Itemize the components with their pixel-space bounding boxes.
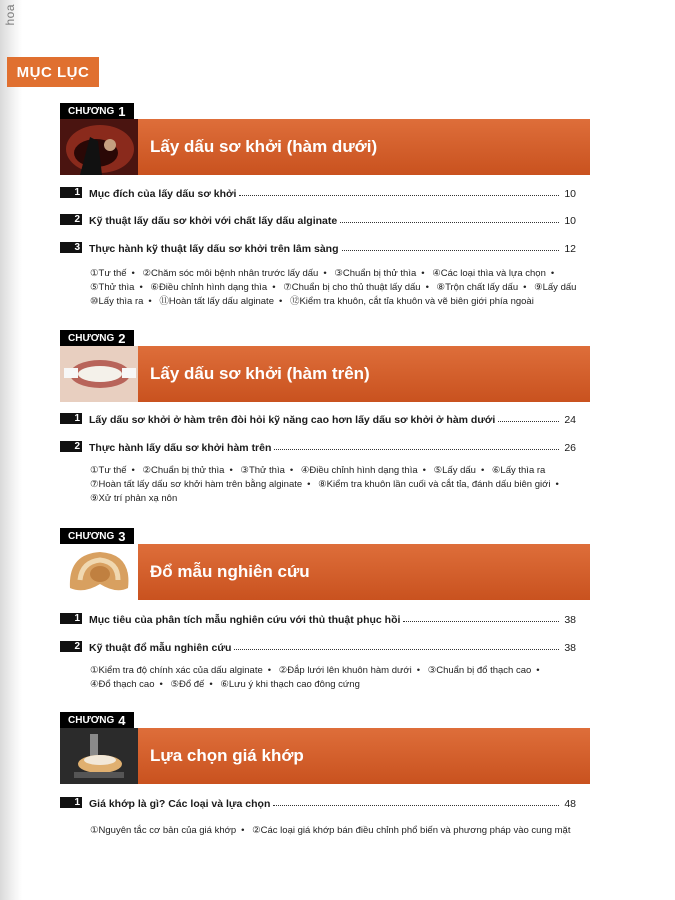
toc-entry[interactable] — [60, 610, 576, 626]
chapter-3-photo — [60, 544, 138, 600]
toc-header: MỤC LỤC — [7, 57, 99, 87]
page-number: 12 — [564, 243, 576, 255]
subsection-item: ③Thử thìa — [240, 465, 285, 476]
dot-leader — [239, 195, 559, 196]
page-number: 24 — [564, 414, 576, 426]
subsection-item: ①Nguyên tắc cơ bản của giá khớp — [90, 825, 237, 836]
subsection-line: ⑤Thử thìa • ⑥Điều chỉnh hình dạng thìa • ⑦Chuẩn bị cho thủ thuật lấy dấu • ⑧Trộn chất lấy dấu • ⑨Lấy dấu — [90, 282, 577, 293]
subsection-item: ⑪Hoàn tất lấy dấu alginate — [159, 296, 274, 307]
dot-leader — [403, 621, 559, 622]
subsection-item: ⑤Lấy dấu — [433, 465, 476, 476]
entry-title: Mục đích của lấy dấu sơ khởi — [89, 188, 237, 200]
toc-entry[interactable] — [60, 638, 576, 654]
chapter-label — [60, 528, 134, 544]
toc-entry[interactable] — [60, 184, 576, 200]
section-marker: 2 — [60, 441, 82, 452]
chapter-1-subsections — [90, 267, 600, 309]
section-marker: 3 — [60, 242, 82, 253]
section-marker: 2 — [60, 641, 82, 652]
subsection-item: ③Chuẩn bị đổ thạch cao — [427, 665, 532, 676]
edge-text: hoa — [3, 4, 17, 26]
entry-title: Kỹ thuật đổ mẫu nghiên cứu — [89, 642, 232, 654]
subsection-item: ④Các loại thìa và lựa chọn — [432, 268, 546, 279]
entry-title: Lấy dấu sơ khởi ở hàm trên đòi hỏi kỹ năng cao hơn lấy dấu sơ khởi ở hàm dưới — [89, 414, 496, 426]
chapter-title: Đổ mẫu nghiên cứu — [138, 544, 590, 600]
subsection-line: ①Tư thế • ②Chăm sóc môi bệnh nhân trước lấy dấu • ③Chuẩn bị thử thìa • ④Các loại thìa và lựa chọn • — [90, 268, 555, 279]
chapter-label — [60, 330, 134, 346]
subsection-line: ①Nguyên tắc cơ bản của giá khớp • ②Các loại giá khớp bán điều chỉnh phổ biến và phương pháp vào cung mặt — [90, 825, 571, 836]
toc-entry[interactable] — [60, 438, 576, 454]
chapter-4-photo — [60, 728, 138, 784]
subsection-item: ⑩Lấy thìa ra — [90, 296, 144, 307]
chapter-title: Lấy dấu sơ khởi (hàm dưới) — [138, 119, 590, 175]
subsection-item: ③Chuẩn bị thử thìa — [334, 268, 417, 279]
page-number: 38 — [564, 642, 576, 654]
section-marker: 1 — [60, 413, 82, 424]
subsection-item: ①Kiểm tra độ chính xác của dấu alginate — [90, 665, 263, 676]
subsection-line: ⑦Hoàn tất lấy dấu sơ khởi hàm trên bằng alginate • ⑧Kiểm tra khuôn lần cuối và cắt tỉa, đánh dấu biên giới • — [90, 479, 559, 490]
chapter-prefix: CHƯƠNG — [68, 530, 115, 542]
section-marker: 1 — [60, 613, 82, 624]
chapter-number: 3 — [118, 528, 126, 544]
entry-title: Kỹ thuật lấy dấu sơ khởi với chất lấy dấu alginate — [89, 215, 338, 227]
section-marker: 1 — [60, 187, 82, 198]
subsection-item: ⑨Lấy dấu — [534, 282, 577, 293]
chapter-2-subsections — [90, 464, 600, 506]
chapter-label — [60, 103, 134, 119]
subsection-item: ②Chăm sóc môi bệnh nhân trước lấy dấu — [142, 268, 319, 279]
page-number: 48 — [564, 798, 576, 810]
subsection-item: ⑧Trộn chất lấy dấu — [436, 282, 519, 293]
dot-leader — [498, 421, 559, 422]
subsection-item: ⑥Lưu ý khi thạch cao đông cứng — [220, 679, 360, 690]
chapter-4-banner — [60, 712, 590, 784]
page-number: 10 — [564, 188, 576, 200]
dot-leader — [274, 449, 559, 450]
dot-leader — [342, 250, 559, 251]
page-number: 10 — [564, 215, 576, 227]
subsection-item: ⑤Thử thìa — [90, 282, 135, 293]
chapter-number: 1 — [118, 103, 126, 119]
chapter-title: Lựa chọn giá khớp — [138, 728, 590, 784]
subsection-item: ⑫Kiểm tra khuôn, cắt tỉa khuôn và vẽ biên giới phía ngoài — [289, 296, 534, 307]
chapter-prefix: CHƯƠNG — [68, 714, 115, 726]
toc-entry[interactable] — [60, 239, 576, 255]
subsection-line: ⑩Lấy thìa ra • ⑪Hoàn tất lấy dấu alginate • ⑫Kiểm tra khuôn, cắt tỉa khuôn và vẽ biên giới phía ngoài — [90, 296, 534, 307]
chapter-1-photo — [60, 119, 138, 175]
section-marker: 2 — [60, 214, 82, 225]
toc-entry[interactable] — [60, 211, 576, 227]
subsection-item: ④Đổ thạch cao — [90, 679, 155, 690]
entry-title: Mục tiêu của phân tích mẫu nghiên cứu với thủ thuật phục hồi — [89, 614, 401, 626]
entry-title: Thực hành lấy dấu sơ khởi hàm trên — [89, 442, 272, 454]
subsection-line: ④Đổ thạch cao • ⑤Đổ đế • ⑥Lưu ý khi thạch cao đông cứng — [90, 679, 360, 690]
toc-entry[interactable] — [60, 410, 576, 426]
dot-leader — [340, 222, 559, 223]
subsection-item: ⑥Lấy thìa ra — [491, 465, 546, 476]
subsection-item: ⑧Kiểm tra khuôn lần cuối và cắt tỉa, đánh dấu biên giới — [318, 479, 551, 490]
subsection-item: ⑥Điều chỉnh hình dạng thìa — [150, 282, 268, 293]
subsection-item: ②Đắp lưới lên khuôn hàm dưới — [278, 665, 412, 676]
chapter-3-subsections — [90, 664, 600, 692]
subsection-item: ②Các loại giá khớp bán điều chỉnh phổ biến và phương pháp vào cung mặt — [252, 825, 571, 836]
subsection-item: ④Điều chỉnh hình dạng thìa — [300, 465, 418, 476]
subsection-line — [90, 492, 600, 506]
entry-title: Thực hành kỹ thuật lấy dấu sơ khởi trên lâm sàng — [89, 243, 339, 255]
entry-title: Giá khớp là gì? Các loại và lựa chọn — [89, 798, 271, 810]
chapter-2-banner — [60, 330, 590, 402]
chapter-title: Lấy dấu sơ khởi (hàm trên) — [138, 346, 590, 402]
subsection-item: ⑦Chuẩn bị cho thủ thuật lấy dấu — [283, 282, 421, 293]
chapter-prefix: CHƯƠNG — [68, 105, 115, 117]
subsection-item: ⑤Đổ đế — [170, 679, 205, 690]
chapter-label — [60, 712, 134, 728]
section-marker: 1 — [60, 797, 82, 808]
chapter-4-subsections — [90, 824, 600, 838]
chapter-prefix: CHƯƠNG — [68, 332, 115, 344]
chapter-number: 4 — [118, 712, 126, 728]
subsection-line: ①Tư thế • ②Chuẩn bị thử thìa • ③Thử thìa • ④Điều chỉnh hình dạng thìa • ⑤Lấy dấu • ⑥Lấy thìa ra — [90, 465, 546, 476]
subsection-item: ⑦Hoàn tất lấy dấu sơ khởi hàm trên bằng alginate — [90, 479, 303, 490]
chapter-3-banner — [60, 528, 590, 600]
page-number: 38 — [564, 614, 576, 626]
subsection-line: ①Kiểm tra độ chính xác của dấu alginate • ②Đắp lưới lên khuôn hàm dưới • ③Chuẩn bị đổ thạch cao • — [90, 665, 540, 676]
subsection-item: ①Tư thế — [90, 465, 127, 476]
scan-edge — [0, 0, 22, 900]
chapter-number: 2 — [118, 330, 126, 346]
page-number: 26 — [564, 442, 576, 454]
chapter-1-banner — [60, 103, 590, 175]
subsection-item: ②Chuẩn bị thử thìa — [142, 465, 225, 476]
chapter-2-photo — [60, 346, 138, 402]
dot-leader — [234, 649, 559, 650]
toc-entry[interactable] — [60, 794, 576, 810]
dot-leader — [273, 805, 559, 806]
subsection-item: ①Tư thế — [90, 268, 127, 279]
subsection-item: ⑨Xử trí phản xạ nôn — [90, 493, 178, 504]
